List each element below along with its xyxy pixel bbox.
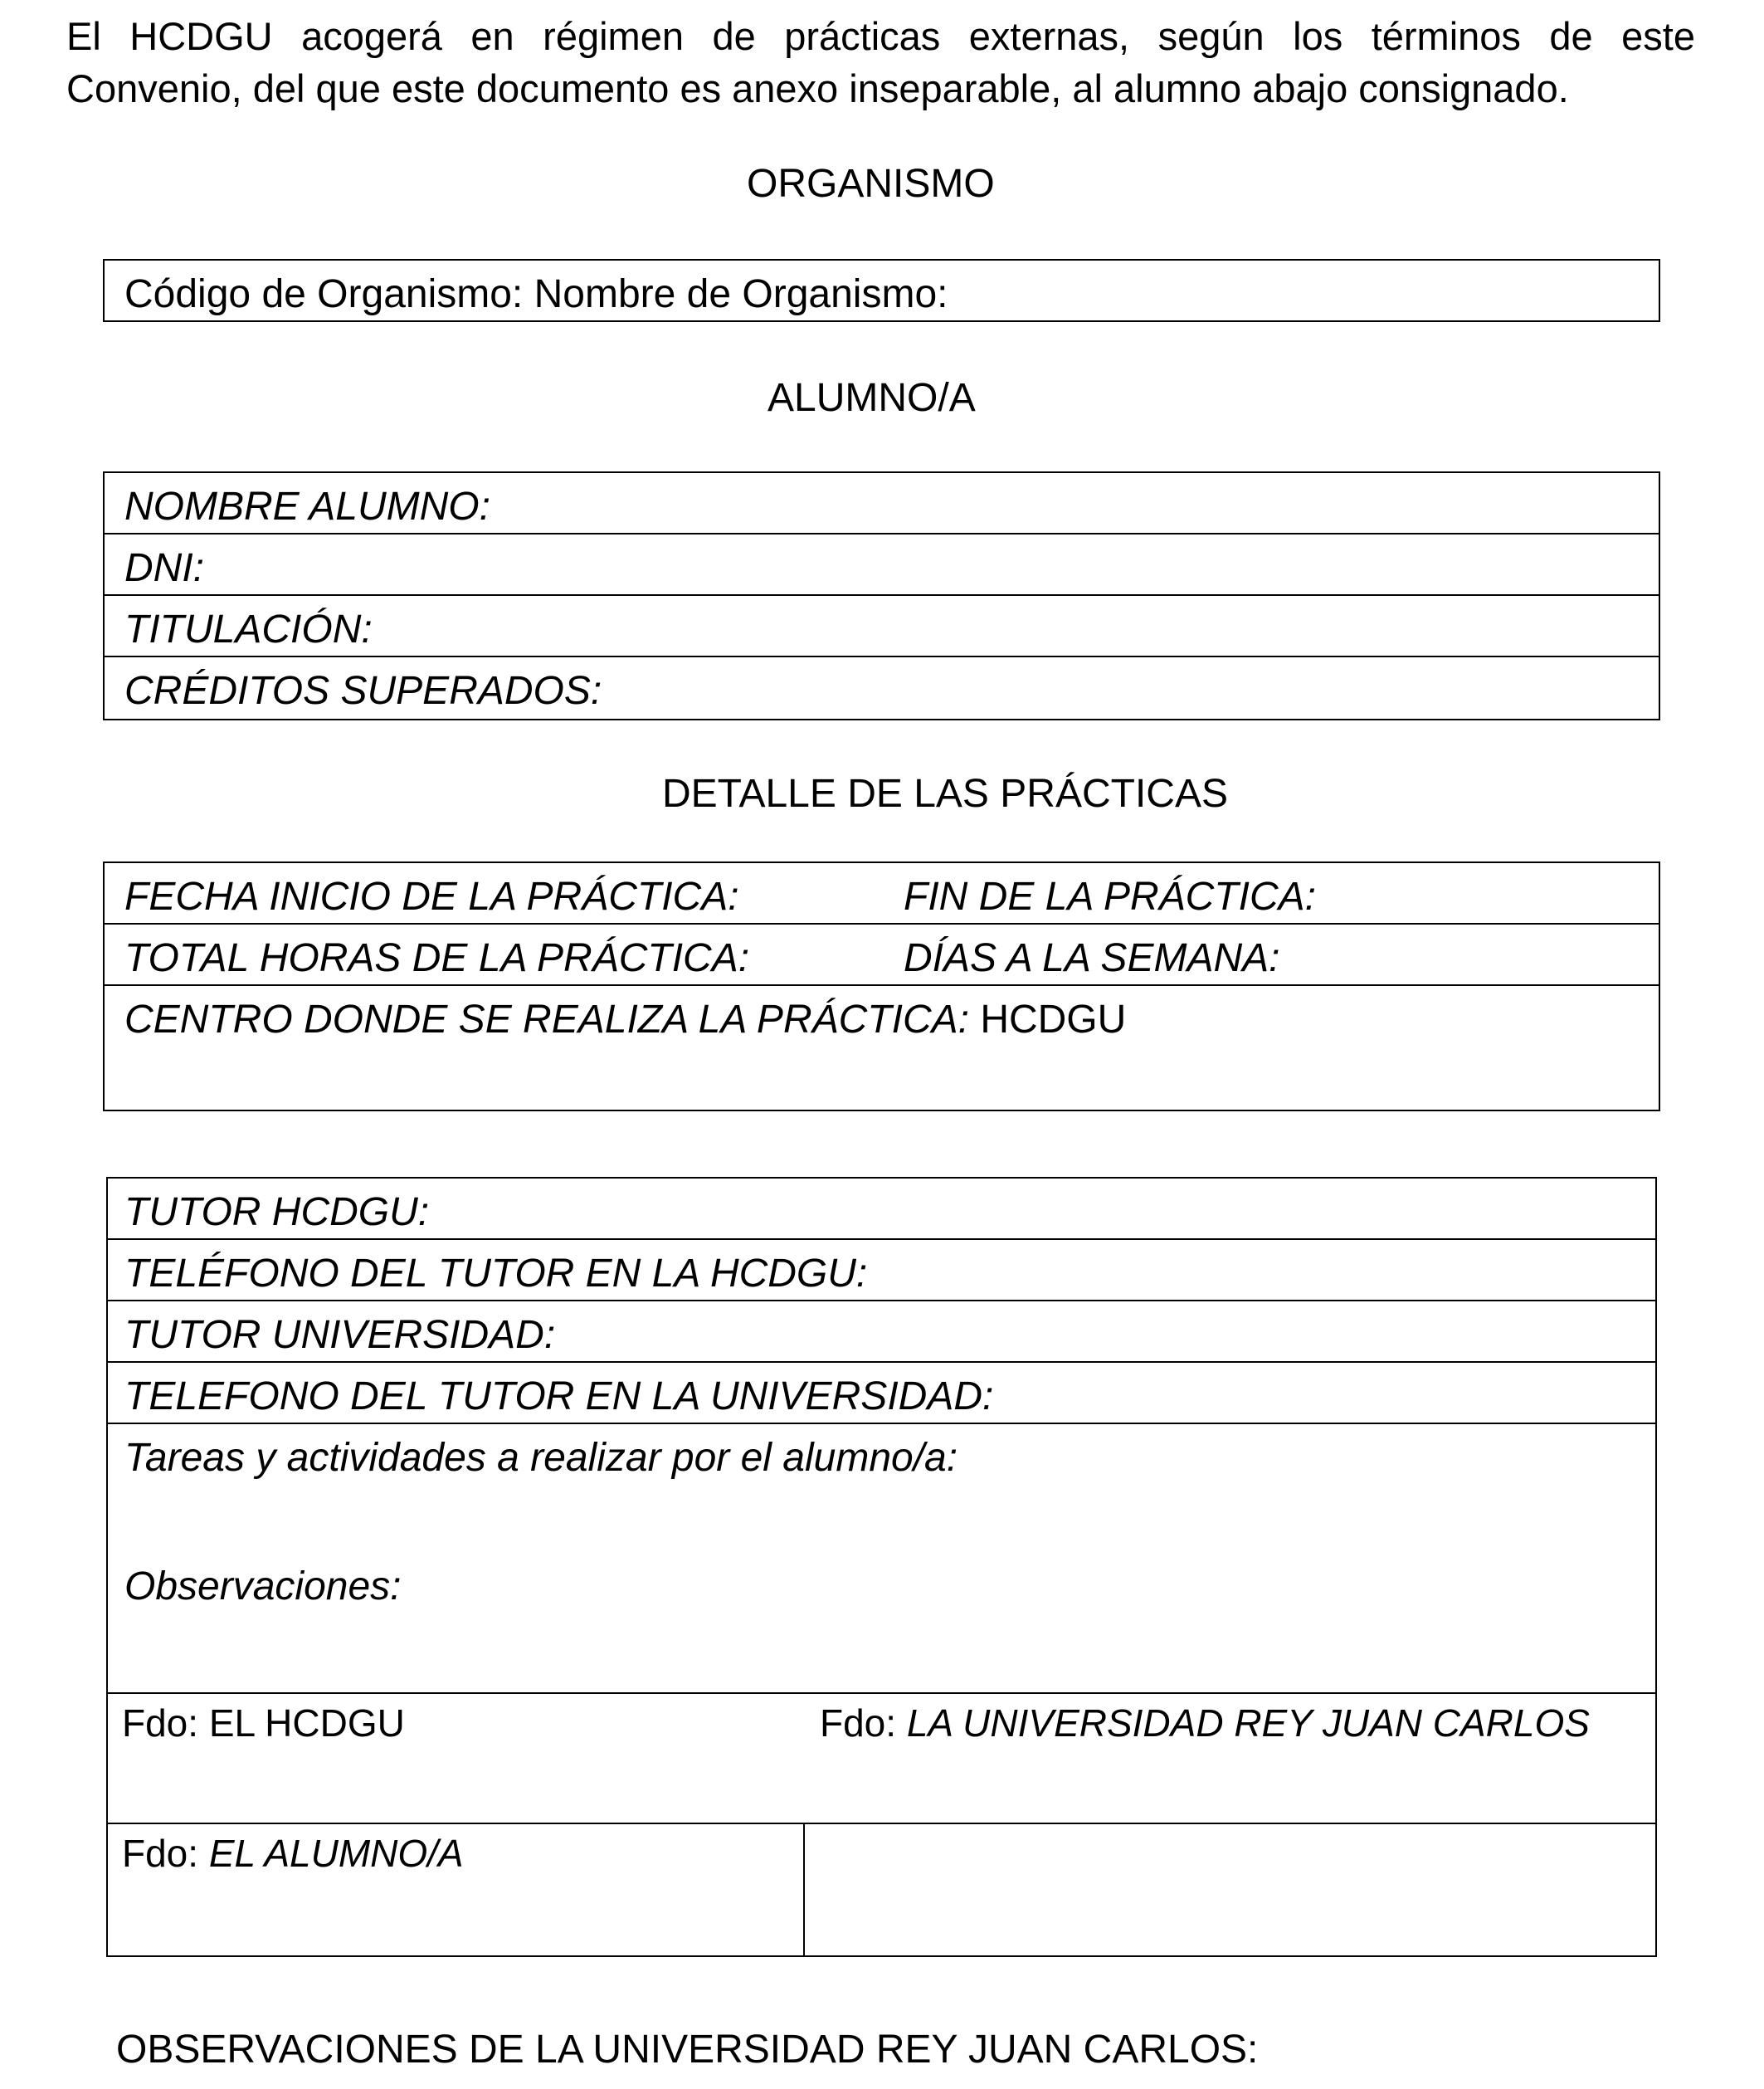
fechas-row [105, 863, 1659, 925]
nombre-organismo-label: Nombre de Organismo: [534, 272, 948, 316]
nombre-alumno-row [105, 473, 1659, 534]
organismo-table [103, 259, 1660, 322]
fin-practica-label: FIN DE LA PRÁCTICA: [904, 875, 1316, 919]
titulacion-label: TITULACIÓN: [124, 608, 373, 652]
organismo-heading: ORGANISMO [747, 162, 995, 206]
codigo-organismo-label: Código de Organismo: [124, 272, 524, 316]
fdo-label: Fdo: [820, 1701, 897, 1745]
alumno-heading: ALUMNO/A [767, 376, 976, 420]
firmas-row-2 [108, 1824, 1655, 1955]
intro-line-1: El HCDGU acogerá en régimen de prácticas externas, según los términos de este [66, 14, 1695, 58]
tutor-hcdgu-label: TUTOR HCDGU: [124, 1190, 430, 1234]
titulacion-row [105, 596, 1659, 657]
tutor-hcdgu-row [108, 1179, 1655, 1240]
firma-alumno-name: EL ALUMNO/A [208, 1832, 464, 1875]
observaciones-urjc-heading: OBSERVACIONES DE LA UNIVERSIDAD REY JUAN CARLOS: [116, 2028, 1259, 2072]
tutor-universidad-label: TUTOR UNIVERSIDAD: [124, 1313, 556, 1357]
fdo-label: Fdo: [122, 1701, 199, 1745]
firma-hcdgu-name: EL HCDGU [208, 1701, 405, 1745]
observaciones-label: Observaciones: [124, 1564, 402, 1608]
firma-hcdgu [122, 1699, 405, 1747]
total-horas-label: TOTAL HORAS DE LA PRÁCTICA: [124, 936, 750, 980]
firma-alumno [122, 1829, 464, 1877]
creditos-label: CRÉDITOS SUPERADOS: [124, 669, 602, 713]
detalle-table [103, 861, 1660, 1111]
tareas-observaciones-row [108, 1424, 1655, 1694]
nombre-alumno-label: NOMBRE ALUMNO: [124, 485, 490, 529]
intro-line-2: Convenio, del que este documento es anexo inseparable, al alumno abajo consignado. [66, 66, 1569, 110]
firmas-row-1 [108, 1694, 1655, 1824]
fecha-inicio-label: FECHA INICIO DE LA PRÁCTICA: [124, 875, 739, 919]
telefono-hcdgu-label: TELÉFONO DEL TUTOR EN LA HCDGU: [124, 1252, 868, 1296]
dias-semana-label: DÍAS A LA SEMANA: [904, 936, 1280, 980]
centro-text [124, 996, 1126, 1044]
firma-universidad-name: LA UNIVERSIDAD REY JUAN CARLOS [906, 1701, 1590, 1745]
intro-paragraph [66, 10, 1695, 115]
dni-label: DNI: [124, 546, 204, 590]
centro-label: CENTRO DONDE SE REALIZA LA PRÁCTICA: [124, 998, 969, 1042]
organismo-row [105, 261, 1659, 320]
tareas-label: Tareas y actividades a realizar por el alumno/a: [124, 1436, 958, 1480]
telefono-universidad-label: TELEFONO DEL TUTOR EN LA UNIVERSIDAD: [124, 1374, 994, 1418]
alumno-table [103, 471, 1660, 720]
fdo-label: Fdo: [122, 1832, 199, 1875]
dni-row [105, 534, 1659, 596]
tutor-universidad-row [108, 1301, 1655, 1363]
firma-divider [803, 1824, 805, 1955]
tutores-table [106, 1177, 1657, 1957]
telefono-hcdgu-row [108, 1240, 1655, 1301]
telefono-universidad-row [108, 1363, 1655, 1424]
creditos-row [105, 657, 1659, 719]
centro-row [105, 986, 1659, 1110]
firma-universidad [820, 1699, 1590, 1747]
horas-row [105, 925, 1659, 986]
organismo-row-text [124, 271, 948, 319]
centro-value: HCDGU [980, 998, 1127, 1042]
detalle-heading: DETALLE DE LAS PRÁCTICAS [662, 772, 1228, 816]
